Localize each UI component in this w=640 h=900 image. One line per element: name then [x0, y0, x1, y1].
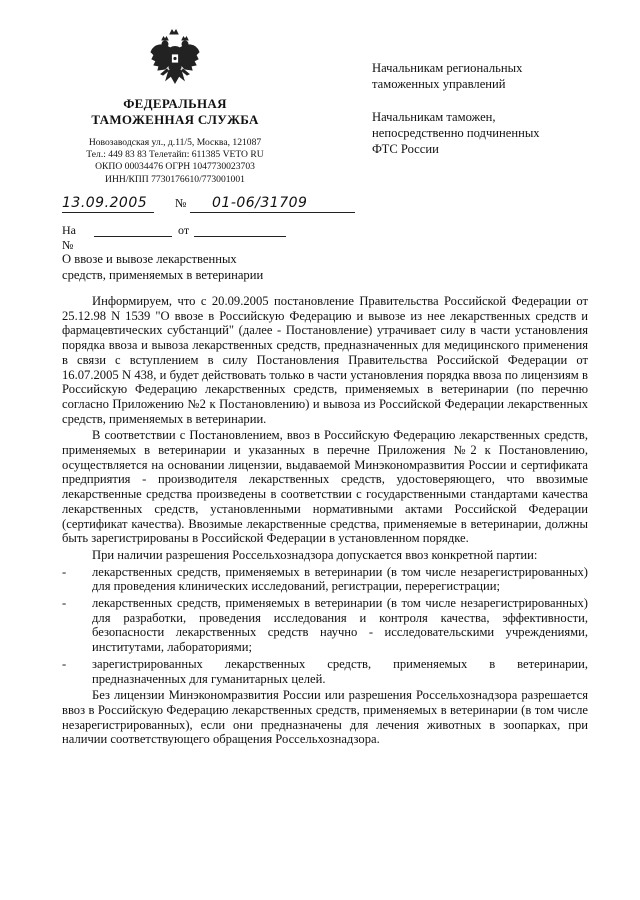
subject-line-2: средств, применяемых в ветеринарии: [62, 268, 264, 282]
double-headed-eagle-emblem-icon: [148, 28, 202, 90]
body-paragraph-3: При наличии разрешения Россельхознадзора допускается ввоз конкретной партии:: [92, 547, 538, 562]
registration-number: 01-06/31709: [212, 195, 308, 211]
list-item: [62, 657, 588, 686]
permitted-imports-list: [62, 565, 588, 687]
date-underline: [62, 212, 154, 213]
org-phones: Тел.: 449 83 83 Телетайп: 611385 VETO RU: [86, 149, 264, 161]
reference-number-label: На №: [62, 223, 76, 252]
body-paragraph-1: Информируем, что с 20.09.2005 постановление Правительства Российской Федерации от 25.12.98 N 1539 "О ввозе в Российскую Федерацию и вывозе из нее лекарственных средств и фармацевтических субстанций" (далее - Постановление) утрачивает силу в части установления порядка ввоза и вывоза лекарственных средств, предназначенных для медицинского применения в связи с вступлением в силу Постановления Правительства Российской Федерации от 16.07.2005 N 438, и будет действовать только в части установления порядка ввоза по лицензиям в Российскую Федерацию лекарственных средств, применяемых в ветеринарии (по перечню согласно Приложению №2 к Постановлению) и вывоза из Российской Федерации лекарственных средств, применяемых в ветеринарии.: [62, 294, 588, 426]
recipient-line-4: непосредственно подчиненных: [372, 126, 540, 140]
list-item-text: зарегистрированных лекарственных средств, применяемых в ветеринарии, предназначенных для гуманитарных целей.: [92, 656, 588, 686]
recipient-line-3: Начальникам таможен,: [372, 110, 496, 124]
organization-name: [70, 96, 280, 128]
recipients-block: [372, 60, 612, 174]
recipient-line-5: ФТС России: [372, 142, 439, 156]
number-mark: №: [175, 196, 187, 210]
body-paragraph-2: В соответствии с Постановлением, ввоз в Российскую Федерацию лекарственных средств, применяемых в ветеринарии и указанных в перечне Приложения №2 к Постановлению, осуществляется на основании лицензии, выдаваемой Минэкономразвития России и сертификата предприятия - производителя лекарственных средств, удостоверяющего, что ввозимые лекарственные средства произведены в соответствии с государственными стандартами качества лекарственных средств, установленными нормативными актами Российской Федерации (сертификат качества). Ввозимые лекарственные средства, применяемые в ветеринарии, должны быть зарегистрированы в Российской Федерации в установленном порядке.: [62, 428, 588, 546]
list-item-text: лекарственных средств, применяемых в ветеринарии (в том числе незарегистрированных) для проведения клинических исследований, регистрации, перерегистрации;: [92, 564, 588, 594]
org-okpo-ogrn: ОКПО 00034476 ОГРН 1047730023703: [95, 161, 255, 173]
list-dash: -: [62, 564, 67, 579]
org-line-1: ФЕДЕРАЛЬНАЯ: [123, 96, 227, 111]
org-inn-kpp: ИНН/КПП 7730176610/773001001: [105, 173, 245, 185]
list-item: [62, 565, 588, 594]
reference-from-label: от: [178, 223, 190, 237]
organization-contacts: [70, 137, 280, 186]
org-address: Новозаводская ул., д.11/5, Москва, 121087: [88, 137, 262, 148]
list-item: [62, 596, 588, 655]
registration-date: 13.09.2005: [62, 195, 148, 211]
subject-line-1: О ввозе и вывозе лекарственных: [62, 252, 237, 266]
recipient-line-2: таможенных управлений: [372, 77, 506, 91]
list-item-text: лекарственных средств, применяемых в ветеринарии (в том числе незарегистрированных) для разработки, проведения исследования и контроля качества, эффективности, безопасности лекарственных средств научно - исследовательскими учреждениями, институтами, лабораториями;: [92, 596, 588, 655]
ref-date-underline: [194, 236, 286, 237]
org-line-2: ТАМОЖЕННАЯ СЛУЖБА: [91, 112, 259, 127]
ref-number-underline: [94, 236, 172, 237]
list-dash: -: [62, 656, 67, 671]
list-dash: -: [62, 596, 67, 611]
letter-subject: [62, 251, 322, 283]
number-underline: [190, 212, 355, 213]
body-paragraph-4: Без лицензии Минэкономразвития России или разрешения Россельхознадзора разрешается ввоз в Российскую Федерацию лекарственных средств, применяемых в ветеринарии (в том числе незарегистрированных), если они предназначены для лечения животных в зоопарках, при наличии соответствующего обращения Россельхознадзора.: [62, 688, 588, 747]
recipient-line-1: Начальникам региональных: [372, 61, 523, 75]
letter-body: [62, 294, 588, 749]
